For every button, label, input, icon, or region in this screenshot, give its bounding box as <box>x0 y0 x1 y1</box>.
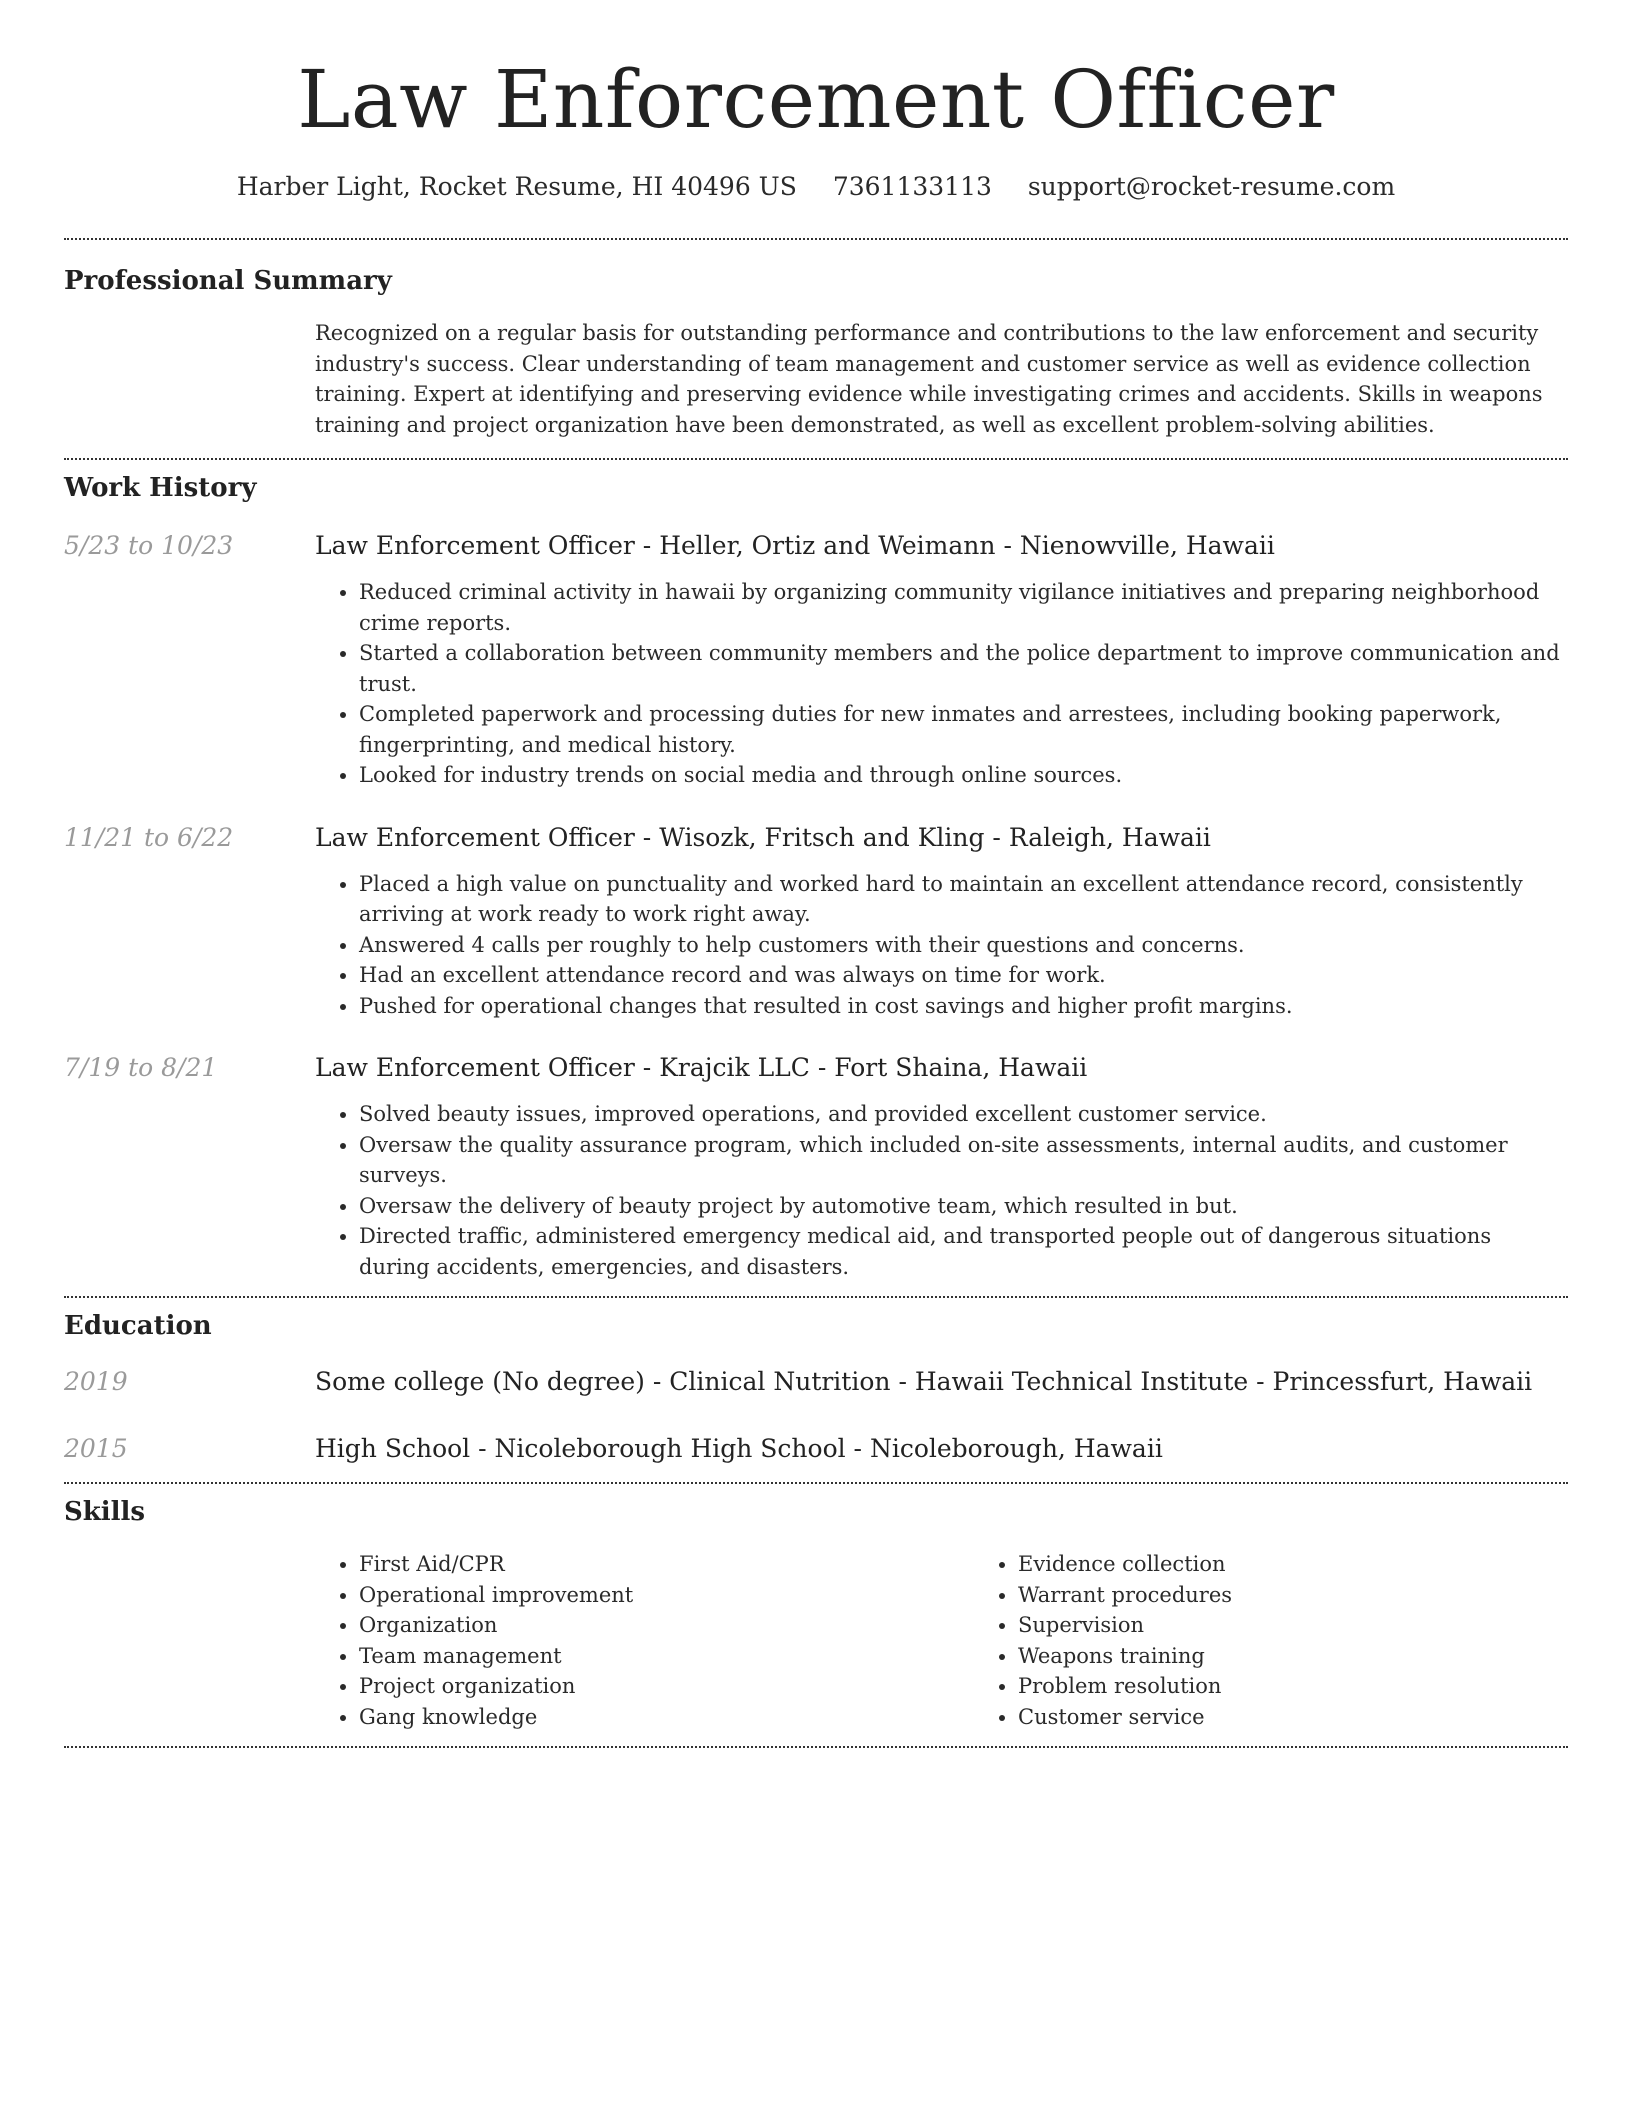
job-heading: Law Enforcement Officer - Krajcik LLC - Fort Shaina, Hawaii <box>315 1053 1088 1082</box>
skill-item: • Weapons training <box>1018 1641 1632 1672</box>
list-item: • Completed paperwork and processing duties for new inmates and arrestees, including booking paperwork, fingerprinting, and medical history. <box>359 699 1568 760</box>
job-entry <box>64 1051 1568 1282</box>
skill-item: • Warrant procedures <box>1018 1580 1632 1611</box>
education-year: 2015 <box>64 1434 128 1463</box>
job-bullets <box>315 577 1568 791</box>
education-section <box>64 1298 1568 1466</box>
job-heading: Law Enforcement Officer - Heller, Ortiz and Weimann - Nienowville, Hawaii <box>315 531 1275 560</box>
work-history-title: Work History <box>64 473 257 503</box>
job-bullets <box>315 869 1568 1022</box>
education-line: Some college (No degree) - Clinical Nutrition - Hawaii Technical Institute - Princessfurt, Hawaii <box>315 1367 1533 1396</box>
skill-item: • Evidence collection <box>1018 1549 1632 1580</box>
skill-item: • Problem resolution <box>1018 1671 1632 1702</box>
summary-section <box>64 240 1568 440</box>
job-dates: 7/19 to 8/21 <box>64 1053 218 1082</box>
skill-item: • Project organization <box>359 1671 974 1702</box>
education-title: Education <box>64 1311 212 1341</box>
list-item: • Had an excellent attendance record and was always on time for work. <box>359 960 1568 991</box>
skill-item: • Supervision <box>1018 1610 1632 1641</box>
skills-list-left <box>315 1549 974 1732</box>
job-heading: Law Enforcement Officer - Wisozk, Fritsch and Kling - Raleigh, Hawaii <box>315 822 1211 852</box>
skill-item: • Gang knowledge <box>359 1702 974 1733</box>
list-item: • Looked for industry trends on social media and through online sources. <box>359 760 1568 791</box>
list-item: • Directed traffic, administered emergency medical aid, and transported people out of dangerous situations during accidents, emergencies, and disasters. <box>359 1221 1568 1282</box>
job-dates: 11/21 to 6/22 <box>64 822 234 852</box>
contact-email: support@rocket-resume.com <box>1027 172 1396 201</box>
list-item: • Pushed for operational changes that resulted in cost savings and higher profit margins. <box>359 991 1568 1022</box>
contact-address: Harber Light, Rocket Resume, HI 40496 US <box>236 172 797 201</box>
list-item: • Placed a high value on punctuality and worked hard to maintain an excellent attendance record, consistently arriving at work ready to work right away. <box>359 869 1568 930</box>
resume-header <box>64 0 1568 204</box>
skill-item: • Operational improvement <box>359 1580 974 1611</box>
skill-item: • Organization <box>359 1610 974 1641</box>
list-item: • Started a collaboration between community members and the police department to improve communication and trust. <box>359 638 1568 699</box>
job-bullets <box>315 1099 1568 1282</box>
education-entry <box>64 1365 1568 1399</box>
skills-list-right <box>974 1549 1632 1732</box>
education-line: High School - Nicoleborough High School - Nicoleborough, Hawaii <box>315 1434 1163 1463</box>
education-year: 2019 <box>64 1367 128 1396</box>
list-item: • Solved beauty issues, improved operations, and provided excellent customer service. <box>359 1099 1568 1130</box>
summary-text: Recognized on a regular basis for outstanding performance and contributions to the law enforcement and security industry's success. Clear understanding of team management and customer service as well as evidence collection training. Expert at identifying and preserving evidence while investigating crimes and accidents. Skills in weapons training and project organization have been demonstrated, as well as excellent problem-solving abilities. <box>315 321 1543 437</box>
list-item: • Reduced criminal activity in hawaii by organizing community vigilance initiatives and preparing neighborhood crime reports. <box>359 577 1568 638</box>
work-history-section <box>64 460 1568 1282</box>
contact-phone: 7361133113 <box>832 172 992 201</box>
section-divider <box>64 1746 1568 1748</box>
list-item: • Answered 4 calls per roughly to help customers with their questions and concerns. <box>359 930 1568 961</box>
skills-grid <box>315 1549 1632 1732</box>
summary-title: Professional Summary <box>64 266 392 296</box>
skill-item: • Customer service <box>1018 1702 1632 1733</box>
list-item: • Oversaw the quality assurance program, which included on-site assessments, internal audits, and customer surveys. <box>359 1130 1568 1191</box>
list-item: • Oversaw the delivery of beauty project by automotive team, which resulted in but. <box>359 1191 1568 1222</box>
job-entry <box>64 821 1568 1022</box>
skill-item: • First Aid/CPR <box>359 1549 974 1580</box>
skills-title: Skills <box>64 1497 146 1527</box>
skills-section <box>64 1484 1568 1732</box>
job-entry <box>64 529 1568 791</box>
skill-item: • Team management <box>359 1641 974 1672</box>
education-entry <box>64 1432 1568 1466</box>
candidate-name: Law Enforcement Officer <box>297 53 1335 146</box>
job-dates: 5/23 to 10/23 <box>64 531 234 560</box>
contact-line <box>64 170 1568 204</box>
